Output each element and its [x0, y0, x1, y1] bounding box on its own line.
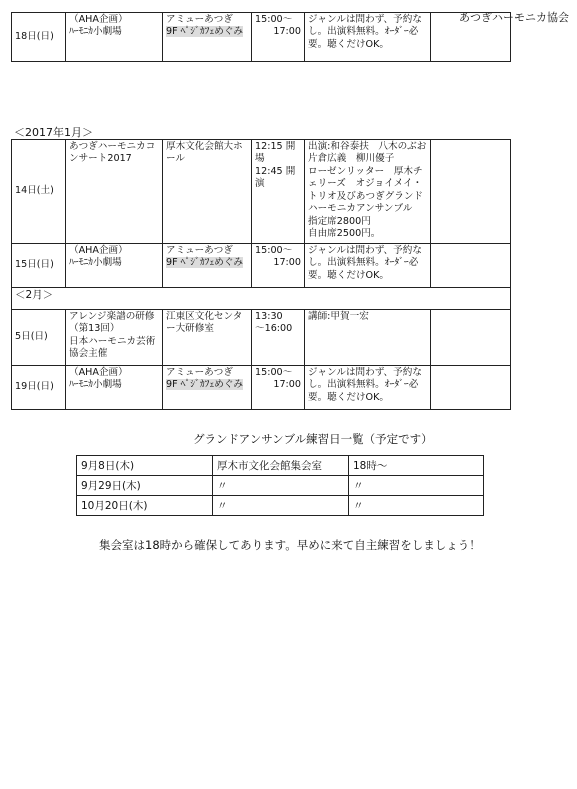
practice-venue: 厚木市文化会館集会室 [213, 456, 349, 476]
time-cell [252, 13, 305, 62]
start-time: 15:00～ [255, 367, 293, 378]
time-cell [252, 366, 305, 410]
note-cell: ジャンルは問わず、予約なし。出演料無料。ｵｰﾀﾞｰ必要。聴くだけOK。 [305, 13, 431, 62]
empty-cell [431, 366, 511, 410]
venue-cell [163, 13, 252, 62]
end-time: 17:00 [273, 257, 301, 269]
venue-line: アミューあつぎ [166, 367, 233, 378]
end-time: 17:00 [273, 379, 301, 391]
table-row [12, 310, 511, 366]
month-label-feb: ＜2月＞ [12, 288, 511, 310]
practice-venue: 〃 [213, 496, 349, 516]
venue-room: 9F ﾍﾟｼﾞｶﾌｪめぐみ [166, 257, 244, 269]
venue-cell: 江東区文化センター大研修室 [163, 310, 252, 366]
practice-time: 〃 [349, 476, 484, 496]
practice-time: 18時～ [349, 456, 484, 476]
empty-cell [431, 244, 511, 288]
month-label-jan: ＜2017年1月＞ [14, 126, 93, 139]
table-row [12, 13, 511, 62]
venue-line: アミューあつぎ [166, 14, 233, 25]
practice-date: 10月20日(木) [77, 496, 213, 516]
association-header: あつぎハーモニカ協会 [459, 11, 569, 24]
event-title-cell: （AHA企画） ﾊｰﾓﾆｶ小劇場 [66, 244, 163, 288]
event-title-cell: アレンジ楽譜の研修（第13回） 日本ハーモニカ芸術協会主催 [66, 310, 163, 366]
table-row [77, 456, 484, 476]
venue-cell [163, 366, 252, 410]
table-row [77, 476, 484, 496]
table-row [12, 366, 511, 410]
time-cell: 12:15 開場 12:45 開演 [252, 140, 305, 244]
date-cell: 5日(日) [12, 310, 66, 366]
empty-cell [431, 140, 511, 244]
empty-cell [431, 310, 511, 366]
footer-note: 集会室は18時から確保してあります。早めに来て自主練習をしましょう！ [99, 538, 481, 552]
start-time: 15:00～ [255, 245, 293, 256]
month-row [12, 288, 511, 310]
venue-room: 9F ﾍﾟｼﾞｶﾌｪめぐみ [166, 26, 244, 38]
start-time: 15:00～ [255, 14, 293, 25]
date-cell: 18日(日) [12, 13, 66, 62]
venue-room: 9F ﾍﾟｼﾞｶﾌｪめぐみ [166, 379, 244, 391]
event-title-cell: あつぎハーモニカコンサート2017 [66, 140, 163, 244]
date-cell: 15日(日) [12, 244, 66, 288]
table-row [77, 496, 484, 516]
grand-ensemble-table [76, 455, 484, 516]
venue-line: アミューあつぎ [166, 245, 233, 256]
schedule-table-top [11, 12, 511, 62]
venue-cell: 厚木文化会館大ホール [163, 140, 252, 244]
event-title-cell: （AHA企画） ﾊｰﾓﾆｶ小劇場 [66, 13, 163, 62]
event-title-cell: （AHA企画） ﾊｰﾓﾆｶ小劇場 [66, 366, 163, 410]
table-row [12, 140, 511, 244]
practice-time: 〃 [349, 496, 484, 516]
schedule-table-main [11, 139, 511, 410]
time-cell [252, 244, 305, 288]
table-row [12, 244, 511, 288]
practice-date: 9月29日(木) [77, 476, 213, 496]
time-cell: 13:30 ～16:00 [252, 310, 305, 366]
end-time: 17:00 [273, 26, 301, 38]
note-cell: 講師:甲賀一宏 [305, 310, 431, 366]
note-cell: ジャンルは問わず、予約なし。出演料無料。ｵｰﾀﾞｰ必要。聴くだけOK。 [305, 244, 431, 288]
practice-venue: 〃 [213, 476, 349, 496]
date-cell: 14日(土) [12, 140, 66, 244]
practice-date: 9月8日(木) [77, 456, 213, 476]
date-cell: 19日(日) [12, 366, 66, 410]
venue-cell [163, 244, 252, 288]
empty-cell [431, 13, 511, 62]
grand-ensemble-title: グランドアンサンブル練習日一覧（予定です） [193, 432, 433, 446]
note-cell: 出演:和谷泰扶 八木のぶお 片倉広義 柳川優子 ローゼンリッター 厚木チェリーズ オジョイメイ・トリオ及びあつぎグランドハーモニカアンサンブル 指定席2800円 自由席2500円。 [305, 140, 431, 244]
note-cell: ジャンルは問わず、予約なし。出演料無料。ｵｰﾀﾞｰ必要。聴くだけOK。 [305, 366, 431, 410]
